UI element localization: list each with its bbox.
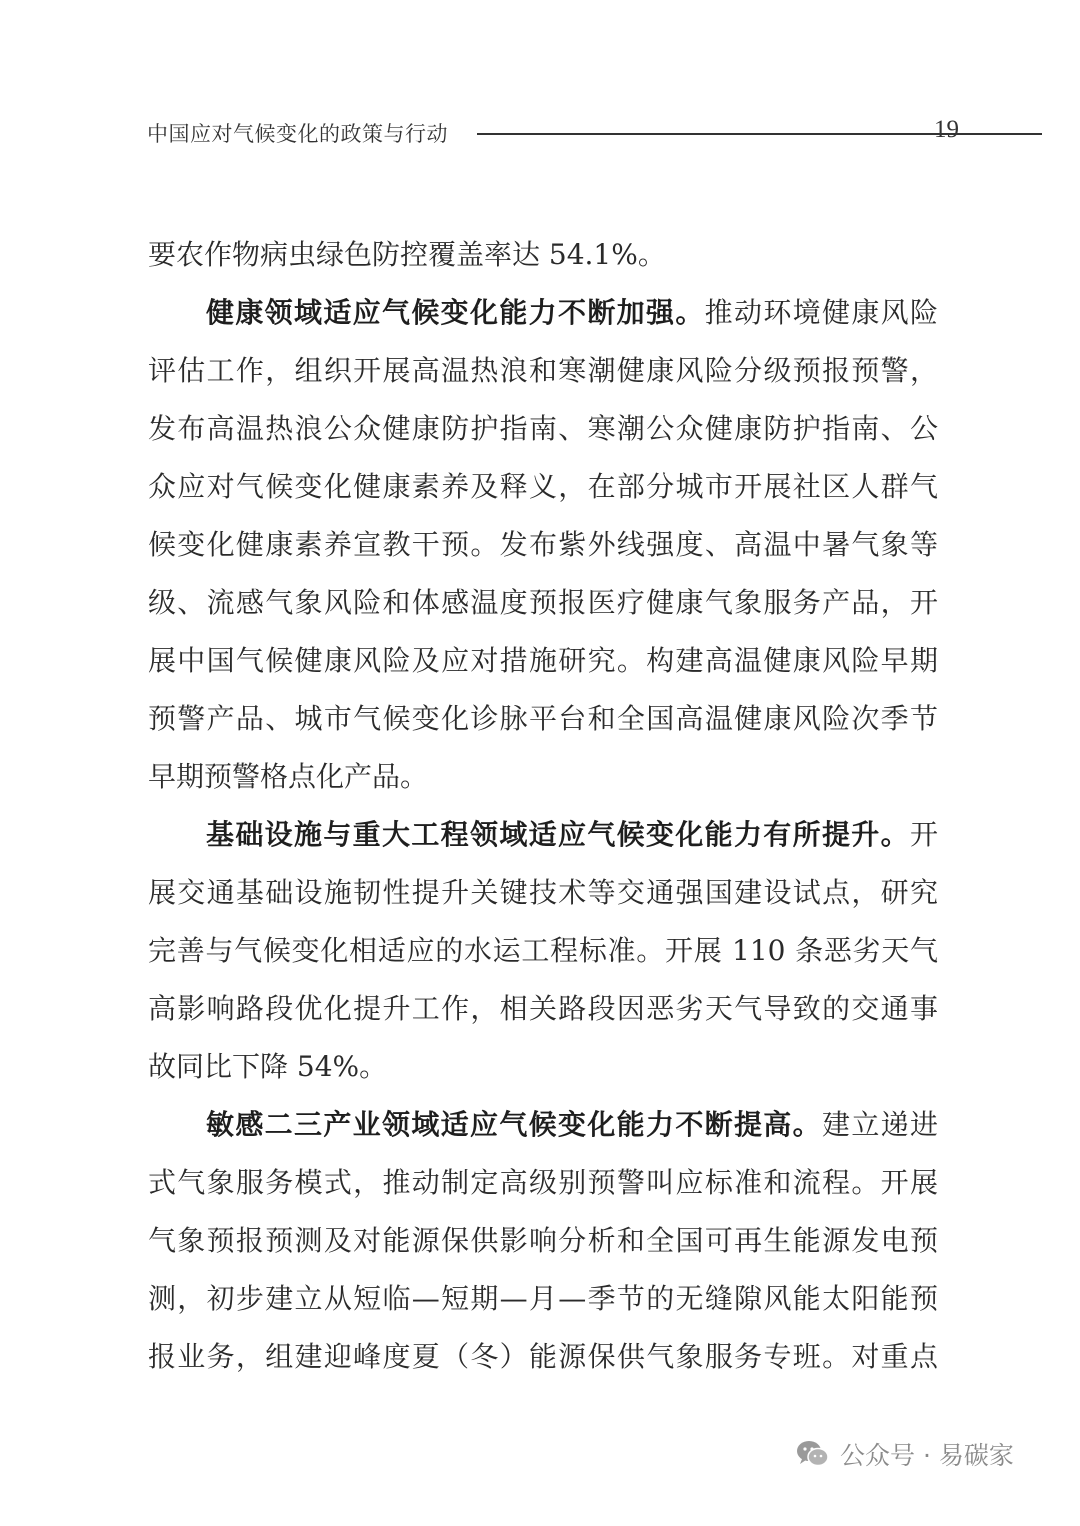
body-text [148, 226, 938, 1386]
text-line: 预警产品、城市气候变化诊脉平台和全国高温健康风险次季节 [148, 702, 938, 735]
text-line: 早期预警格点化产品。 [148, 760, 429, 793]
text-line: 众应对气候变化健康素养及释义，在部分城市开展社区人群气 [148, 470, 938, 503]
text-line: 发布高温热浪公众健康防护指南、寒潮公众健康防护指南、公 [148, 412, 938, 445]
paragraph-first-line [148, 1096, 938, 1154]
text-line: 候变化健康素养宣教干预。发布紫外线强度、高温中暑气象等 [148, 528, 938, 561]
text-line: 报业务，组建迎峰度夏（冬）能源保供气象服务专班。对重点 [148, 1340, 938, 1373]
text-line: 展中国气候健康风险及应对措施研究。构建高温健康风险早期 [148, 644, 938, 677]
text-line: 气象预报预测及对能源保供影响分析和全国可再生能源发电预 [148, 1224, 938, 1257]
text-line: 评估工作，组织开展高温热浪和寒潮健康风险分级预报预警， [148, 354, 938, 387]
text-span: 建立递进 [821, 1108, 938, 1141]
page-header [147, 116, 959, 152]
text-line: 故同比下降 54%。 [148, 1050, 388, 1083]
page-number: 19 [934, 116, 959, 143]
text-line: 高影响路段优化提升工作，相关路段因恶劣天气导致的交通事 [148, 992, 938, 1025]
wechat-icon [796, 1439, 830, 1469]
paragraph-heading: 健康领域适应气候变化能力不断加强。 [206, 296, 705, 329]
watermark-text: 公众号 · 易碳家 [840, 1441, 1014, 1470]
text-line: 式气象服务模式，推动制定高级别预警叫应标准和流程。开展 [148, 1166, 938, 1199]
running-title: 中国应对气候变化的政策与行动 [147, 122, 448, 146]
watermark [796, 1434, 1014, 1474]
paragraph-first-line [148, 806, 938, 864]
text-line: 要农作物病虫绿色防控覆盖率达 54.1%。 [148, 238, 666, 271]
text-line: 展交通基础设施韧性提升关键技术等交通强国建设试点，研究 [148, 876, 938, 909]
text-line: 级、流感气象风险和体感温度预报医疗健康气象服务产品，开 [148, 586, 938, 619]
paragraph-heading: 基础设施与重大工程领域适应气候变化能力有所提升。 [206, 818, 910, 851]
text-span: 开 [909, 818, 938, 851]
text-line: 测，初步建立从短临—短期—月—季节的无缝隙风能太阳能预 [148, 1282, 938, 1315]
text-line: 完善与气候变化相适应的水运工程标准。开展 110 条恶劣天气 [148, 934, 938, 967]
paragraph-first-line [148, 284, 938, 342]
paragraph-heading: 敏感二三产业领域适应气候变化能力不断提高。 [206, 1108, 822, 1141]
text-span: 推动环境健康风险 [704, 296, 938, 329]
